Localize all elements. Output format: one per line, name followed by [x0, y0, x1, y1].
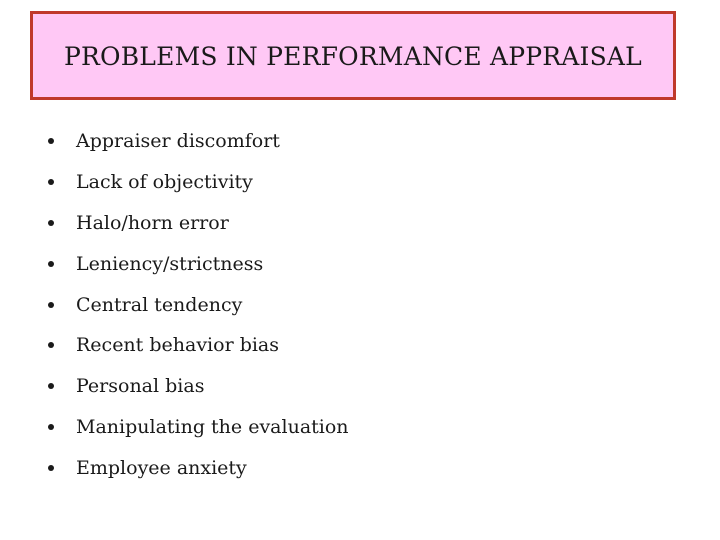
bullet-dot-icon [48, 261, 54, 267]
bullet-item [48, 407, 349, 448]
bullet-item [48, 366, 349, 407]
bullet-item [48, 325, 349, 366]
bullet-dot-icon [48, 302, 54, 308]
bullet-dot-icon [48, 220, 54, 226]
slide-title: PROBLEMS IN PERFORMANCE APPRAISAL [64, 42, 642, 71]
bullet-item [48, 162, 349, 203]
bullet-item [48, 121, 349, 162]
bullet-dot-icon [48, 383, 54, 389]
title-box [30, 11, 676, 100]
bullet-text: Lack of objectivity [76, 171, 253, 194]
bullet-text: Appraiser discomfort [76, 130, 280, 153]
bullet-text: Manipulating the evaluation [76, 415, 349, 438]
bullet-dot-icon [48, 179, 54, 185]
bullet-text: Employee anxiety [76, 456, 247, 479]
bullet-item [48, 447, 349, 488]
bullet-text: Halo/horn error [76, 211, 229, 234]
bullet-item [48, 203, 349, 244]
bullet-list [48, 121, 349, 488]
bullet-dot-icon [48, 342, 54, 348]
bullet-dot-icon [48, 465, 54, 471]
bullet-text: Leniency/strictness [76, 252, 264, 275]
bullet-text: Recent behavior bias [76, 334, 280, 357]
bullet-text: Central tendency [76, 293, 243, 316]
bullet-item [48, 243, 349, 284]
bullet-dot-icon [48, 424, 54, 430]
bullet-text: Personal bias [76, 375, 205, 398]
bullet-dot-icon [48, 138, 54, 144]
bullet-item [48, 284, 349, 325]
